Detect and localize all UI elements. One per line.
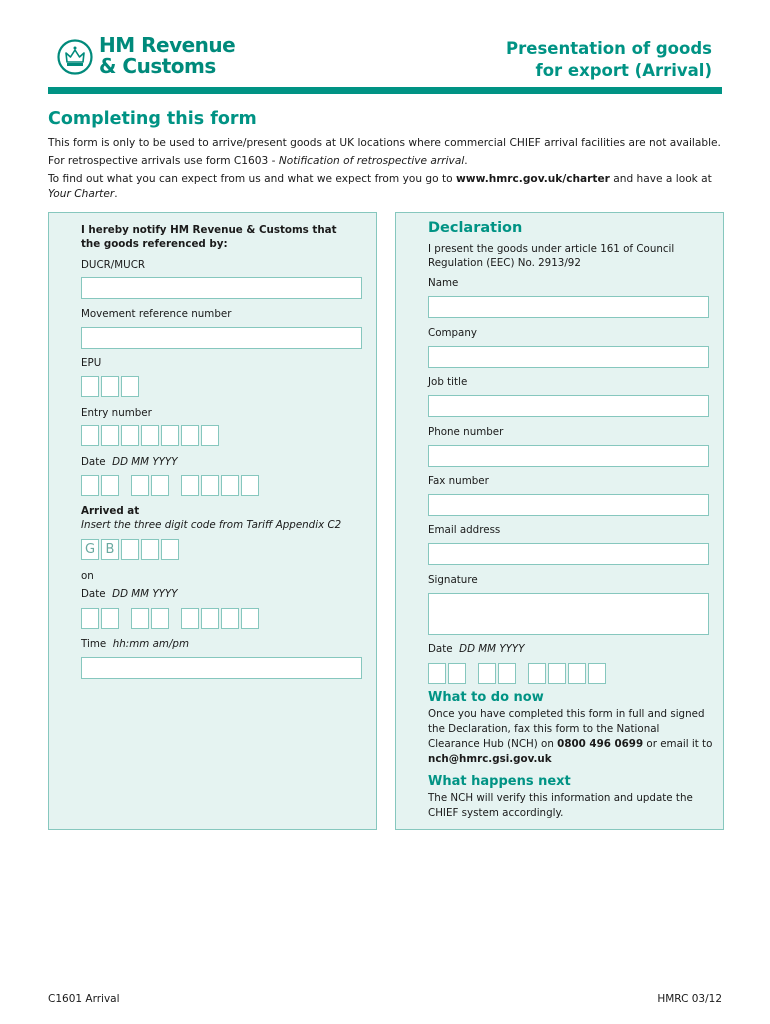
entry-box[interactable] [121,425,139,446]
email-input[interactable] [428,543,709,565]
intro-p1: This form is only to be used to arrive/present goods at UK locations where commercial CHIEF arrival facilities are not available. [48,137,721,149]
ducr-label: DUCR/MUCR [81,259,146,271]
date-label [81,455,178,469]
charter-link[interactable]: www.hmrc.gov.uk/charter [456,173,610,185]
footer-form-code: C1601 Arrival [48,993,120,1005]
logo-text [99,35,235,77]
location-box[interactable] [121,539,139,560]
entry-box[interactable] [81,425,99,446]
date2-box[interactable] [151,608,169,629]
time-input[interactable] [81,657,362,679]
section-heading: Completing this form [48,109,257,129]
date-box[interactable] [241,475,259,496]
intro-p3-start: To find out what you can expect from us and what we expect from you go to [48,173,457,185]
declaration-text: I present the goods under article 161 of Council Regulation (EEC) No. 2913/92 [428,243,675,269]
what-to-do-text [428,707,713,767]
intro-p3-italic: Your Charter [48,188,115,200]
phone-input[interactable] [428,445,709,467]
decl-date-label-text: Date [428,643,453,655]
entry-boxes [81,425,221,446]
epu-box[interactable] [121,376,139,397]
decl-date-box[interactable] [548,663,566,684]
signature-input[interactable] [428,593,709,635]
date2-box[interactable] [181,608,199,629]
what-to-do-heading: What to do now [428,690,544,705]
location-box[interactable] [141,539,159,560]
logo-line1: HM Revenue [99,33,236,57]
location-box-b: B [101,539,119,560]
logo-line2: & Customs [99,54,216,78]
job-title-label: Job title [428,376,468,388]
entry-box[interactable] [181,425,199,446]
what-happens-next-heading: What happens next [428,774,571,789]
epu-boxes [81,376,141,397]
phone-label: Phone number [428,426,504,438]
location-boxes [81,539,181,560]
fax-label: Fax number [428,475,489,487]
date-boxes [81,475,261,496]
entry-box[interactable] [141,425,159,446]
date2-box[interactable] [131,608,149,629]
name-input[interactable] [428,296,709,318]
declaration-heading: Declaration [428,220,523,236]
date-box[interactable] [81,475,99,496]
decl-date-box[interactable] [568,663,586,684]
job-title-input[interactable] [428,395,709,417]
form-title-line1: Presentation of goods [506,39,712,58]
notify-heading: I hereby notify HM Revenue & Customs that the goods referenced by: [81,224,337,250]
hmrc-logo [57,33,237,83]
intro-p2-start: For retrospective arrivals use form C1603 - [48,155,279,167]
decl-date-box[interactable] [448,663,466,684]
header-rule [48,87,722,94]
date2-label [81,587,178,601]
signature-label: Signature [428,574,478,586]
entry-box[interactable] [201,425,219,446]
date2-label-text: Date [81,588,106,600]
arrived-heading: Arrived at [81,505,140,517]
company-label: Company [428,327,477,339]
notification-panel [48,212,377,830]
decl-date-box[interactable] [498,663,516,684]
date-box[interactable] [201,475,219,496]
epu-box[interactable] [81,376,99,397]
date2-box[interactable] [101,608,119,629]
ducr-input[interactable] [81,277,362,299]
date-format-hint: DD MM YYYY [112,456,178,468]
entry-box[interactable] [161,425,179,446]
decl-date-boxes [428,663,608,684]
crown-crest-icon [57,39,93,75]
decl-date-box[interactable] [478,663,496,684]
decl-date-format-hint: DD MM YYYY [459,643,525,655]
intro-p2-italic: Notification of retrospective arrival [278,155,465,167]
intro-p3-mid: and have a look at [609,173,712,185]
date-box[interactable] [151,475,169,496]
arrived-hint [81,518,341,532]
intro-p3-end: . [114,188,118,200]
date-box[interactable] [181,475,199,496]
name-label: Name [428,277,459,289]
time-label-text: Time [81,638,107,650]
date-box[interactable] [131,475,149,496]
decl-date-box[interactable] [428,663,446,684]
form-title-line2: for export (Arrival) [535,61,712,80]
on-label: on [81,570,94,582]
date-box[interactable] [221,475,239,496]
time-label [81,637,189,651]
arrived-hint-text: Insert the three digit code from Tariff Appendix C2 [81,519,342,531]
date-label-text: Date [81,456,106,468]
intro-p2 [48,154,728,169]
time-format-hint: hh:mm am/pm [112,638,189,650]
location-box-g: G [81,539,99,560]
date2-box[interactable] [201,608,219,629]
intro-p2-end: . [464,155,468,167]
what-to-do-text1: Once you have completed this form in full and signed the Declaration, fax this form to the National Clearance Hub (NCH) on [428,708,705,750]
epu-box[interactable] [101,376,119,397]
location-box[interactable] [161,539,179,560]
date-box[interactable] [101,475,119,496]
email-label: Email address [428,524,501,536]
decl-date-box[interactable] [528,663,546,684]
nch-email[interactable]: nch@hmrc.gsi.gov.uk [428,753,552,765]
nch-phone: 0800 496 0699 [557,738,644,750]
what-happens-next-text: The NCH will verify this information and update the CHIEF system accordingly. [428,792,693,819]
intro-p3 [48,172,728,202]
entry-box[interactable] [101,425,119,446]
mrn-label: Movement reference number [81,308,232,320]
date2-box[interactable] [81,608,99,629]
date2-format-hint: DD MM YYYY [112,588,178,600]
decl-date-box[interactable] [588,663,606,684]
entry-label: Entry number [81,407,152,419]
date2-box[interactable] [241,608,259,629]
decl-date-label [428,642,525,656]
declaration-panel [395,212,724,830]
what-to-do-text2: or email it to [643,738,713,750]
date2-boxes [81,608,261,629]
date2-box[interactable] [221,608,239,629]
form-title [432,38,712,82]
intro-text [48,136,728,205]
fax-input[interactable] [428,494,709,516]
company-input[interactable] [428,346,709,368]
mrn-input[interactable] [81,327,362,349]
footer-version: HMRC 03/12 [657,993,722,1005]
epu-label: EPU [81,357,102,369]
